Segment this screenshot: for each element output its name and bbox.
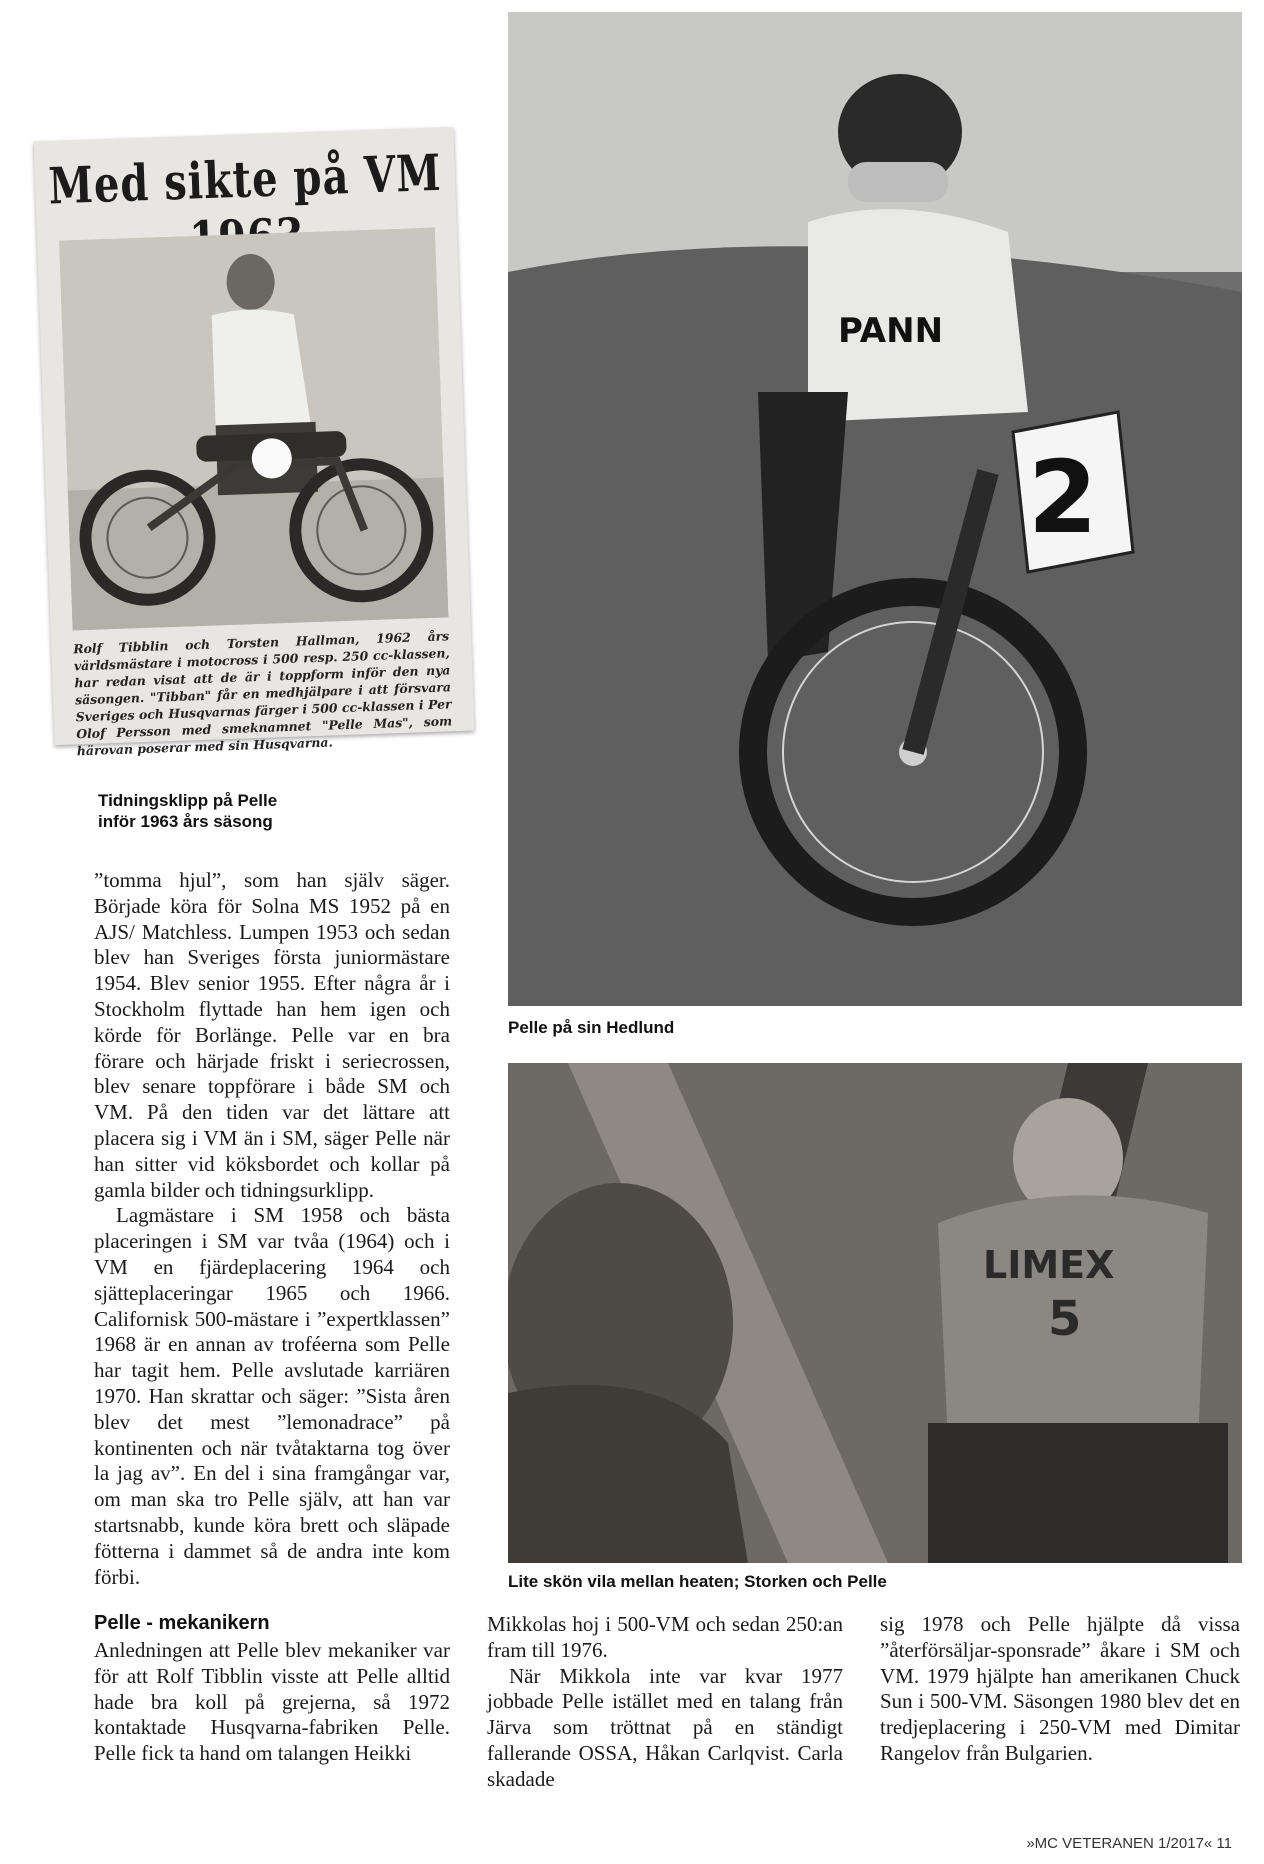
shirt-number-text: 5	[1048, 1291, 1082, 1347]
article-col2b-text: När Mikkola inte var kvar 1977 jobbade Pelle istället med en talang från Järva som tröttnat på en ständigt fallerande OSSA, Håkan Carlqvist. Carla skadade	[487, 1663, 843, 1791]
number-plate-text: 2	[1028, 439, 1098, 556]
clipping-caption: Tidningsklipp på Pelle inför 1963 års säsong	[98, 791, 278, 831]
article-column-3	[880, 1612, 1240, 1767]
article-column-2	[487, 1612, 843, 1793]
resting-riders-photo	[508, 1063, 1242, 1563]
rider-bib-text: PANN	[838, 311, 944, 351]
clipping-photo	[59, 228, 448, 631]
article-left-column	[94, 868, 450, 1590]
page-footer: »MC VETERANEN 1/2017« 11	[1026, 1835, 1232, 1852]
section-heading: Pelle - mekanikern	[94, 1612, 270, 1634]
article-paragraph-2: Lagmästare i SM 1958 och bästa placeringen i SM var tvåa (1964) och i VM en fjärdeplacering 1964 och sjätteplaceringar 1965 och 1966. Californisk 500-mästare i ”expertklassen” 1968 är en annan av troféerna som Pelle har tagit hem. Pelle avslutade karriären 1970. Han skrattar och säger: ”Sista åren blev det mest ”lemonadrace” på kontinenten och när tvåtaktarna tog över la jag av”. En del i sina framgångar var, om man ska tro Pelle själv, att han var startsnabb, kunde köra brett och släpade fötterna i dammet så de andra inte kom förbi.	[94, 1203, 450, 1589]
rider-on-hedlund-photo	[508, 12, 1242, 1006]
limex-shirt-text: LIMEX	[983, 1243, 1115, 1287]
photo1-caption: Pelle på sin Hedlund	[508, 1018, 675, 1037]
article-col3-text: sig 1978 och Pelle hjälpte då vissa ”återförsäljar-sponsrade” åkare i SM och VM. 1979 hjälpte han amerikanen Chuck Sun i 500-VM. Säsongen 1980 blev det en tredjeplacering i 250-VM med Dimitar Rangelov från Bulgarien.	[880, 1612, 1240, 1765]
article-paragraph-1: ”tomma hjul”, som han själv säger. Började köra för Solna MS 1952 på en AJS/ Matchless. Lumpen 1953 och sedan blev han Sveriges första juniormästare 1954. Blev senior 1955. Efter några år i Stockholm flyttade han hem igen och körde för Borlänge. Pelle var en bra förare och härjade friskt i seriecrossen, blev senare toppförare i både SM och VM. På den tiden var det lättare att placera sig i VM än i SM, säger Pelle när han sitter vid köksbordet och kollar på gamla bilder och tidningsurklipp.	[94, 868, 450, 1202]
article-column-1	[94, 1638, 450, 1767]
motorcycle-rider-illustration	[59, 228, 448, 631]
resting-riders-illustration	[508, 1063, 1242, 1563]
article-col2a-text: Mikkolas hoj i 500-VM och sedan 250:an fram till 1976.	[487, 1612, 843, 1662]
motocross-photo-illustration	[508, 12, 1242, 1006]
photo2-caption: Lite skön vila mellan heaten; Storken och Pelle	[508, 1572, 887, 1591]
clipping-text: Rolf Tibblin och Torsten Hallman, 1962 års världsmästare i motocross i 500 resp. 250 cc-klassen, har redan visat att de är i toppform inför den nya säsongen. "Tibban" får en medhjälpare i att försvara Sveriges och Husqvarnas färger i 500 cc-klassen i Per Olof Persson med smeknamnet "Pelle Mas", som härovan poserar med sin Husqvarna.	[73, 628, 453, 759]
newspaper-clipping	[34, 127, 475, 759]
article-col1-text: Anledningen att Pelle blev mekaniker var för att Rolf Tibblin visste att Pelle alltid hade bra koll på grejerna, så 1972 kontaktade Husqvarna-fabriken Pelle. Pelle fick ta hand om talangen Heikki	[94, 1638, 450, 1766]
clipping-title: Med sikte på VM	[47, 143, 443, 216]
